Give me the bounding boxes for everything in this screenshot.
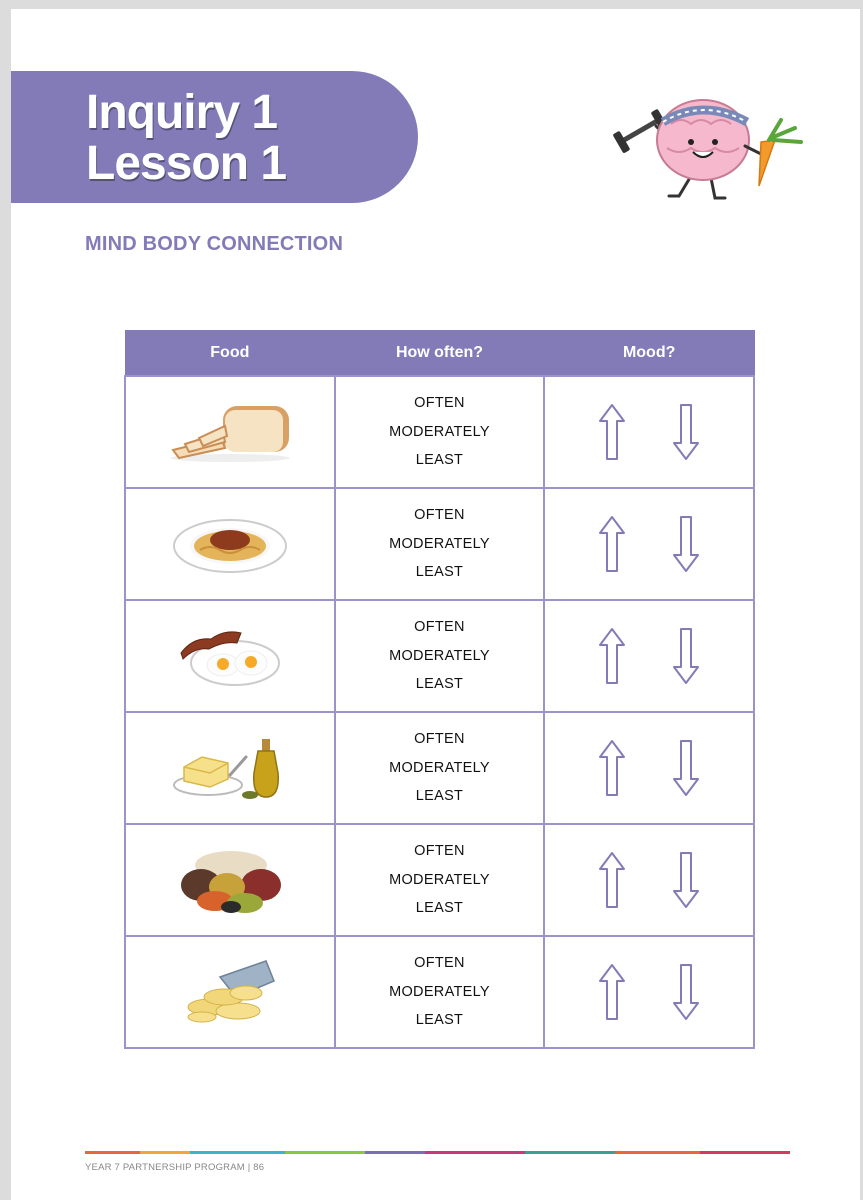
title-line-lesson: Lesson 1 <box>86 137 287 190</box>
arrow-down-icon[interactable] <box>672 627 700 685</box>
option-often[interactable]: OFTEN <box>414 507 465 524</box>
title-banner <box>11 71 418 203</box>
option-least[interactable]: LEAST <box>415 452 464 469</box>
option-often[interactable]: OFTEN <box>414 731 465 748</box>
bacon-eggs-icon <box>175 623 285 689</box>
option-often[interactable]: OFTEN <box>414 955 465 972</box>
chips-icon <box>180 957 280 1027</box>
frequency-options <box>335 600 545 712</box>
food-cell <box>125 488 335 600</box>
arrow-up-icon[interactable] <box>598 627 626 685</box>
table-row <box>125 376 754 488</box>
food-cell <box>125 712 335 824</box>
worksheet-page <box>11 9 860 1200</box>
option-moderately[interactable]: MODERATELY <box>389 759 490 776</box>
section-subtitle: MIND BODY CONNECTION <box>85 233 344 255</box>
option-least[interactable]: LEAST <box>415 1012 464 1029</box>
frequency-options <box>335 936 545 1048</box>
footer-page-label: YEAR 7 PARTNERSHIP PROGRAM | 86 <box>85 1162 265 1173</box>
food-cell <box>125 824 335 936</box>
column-header-mood: Mood? <box>544 331 754 377</box>
frequency-options <box>335 824 545 936</box>
bread-icon <box>165 400 295 464</box>
food-cell <box>125 936 335 1048</box>
legumes-icon <box>175 845 285 915</box>
table-row <box>125 936 754 1048</box>
arrow-up-icon[interactable] <box>598 739 626 797</box>
table-row <box>125 824 754 936</box>
page-title <box>86 87 286 189</box>
table-header-row <box>125 331 754 377</box>
butter-oil-icon <box>170 733 290 803</box>
option-least[interactable]: LEAST <box>415 564 464 581</box>
arrow-up-icon[interactable] <box>598 515 626 573</box>
arrow-up-icon[interactable] <box>598 963 626 1021</box>
option-moderately[interactable]: MODERATELY <box>389 423 490 440</box>
mood-cell <box>544 712 754 824</box>
column-header-food: Food <box>125 331 335 377</box>
table-row <box>125 488 754 600</box>
arrow-up-icon[interactable] <box>598 403 626 461</box>
option-moderately[interactable]: MODERATELY <box>389 983 490 1000</box>
title-line-inquiry: Inquiry 1 <box>86 86 278 139</box>
food-mood-table <box>124 330 755 1049</box>
frequency-options <box>335 376 545 488</box>
option-least[interactable]: LEAST <box>415 900 464 917</box>
column-header-frequency: How often? <box>335 331 545 377</box>
spaghetti-icon <box>170 512 290 576</box>
arrow-down-icon[interactable] <box>672 515 700 573</box>
food-cell <box>125 600 335 712</box>
mood-cell <box>544 600 754 712</box>
footer-color-line <box>85 1151 790 1155</box>
option-often[interactable]: OFTEN <box>414 843 465 860</box>
frequency-options <box>335 712 545 824</box>
frequency-options <box>335 488 545 600</box>
table-row <box>125 600 754 712</box>
option-moderately[interactable]: MODERATELY <box>389 647 490 664</box>
arrow-down-icon[interactable] <box>672 851 700 909</box>
mood-cell <box>544 936 754 1048</box>
food-cell <box>125 376 335 488</box>
option-moderately[interactable]: MODERATELY <box>389 871 490 888</box>
option-often[interactable]: OFTEN <box>414 395 465 412</box>
table-row <box>125 712 754 824</box>
arrow-up-icon[interactable] <box>598 851 626 909</box>
option-least[interactable]: LEAST <box>415 676 464 693</box>
brain-exercise-mascot-icon <box>611 84 816 206</box>
option-often[interactable]: OFTEN <box>414 619 465 636</box>
arrow-down-icon[interactable] <box>672 739 700 797</box>
arrow-down-icon[interactable] <box>672 963 700 1021</box>
option-least[interactable]: LEAST <box>415 788 464 805</box>
mood-cell <box>544 488 754 600</box>
mood-cell <box>544 376 754 488</box>
mood-cell <box>544 824 754 936</box>
arrow-down-icon[interactable] <box>672 403 700 461</box>
option-moderately[interactable]: MODERATELY <box>389 535 490 552</box>
